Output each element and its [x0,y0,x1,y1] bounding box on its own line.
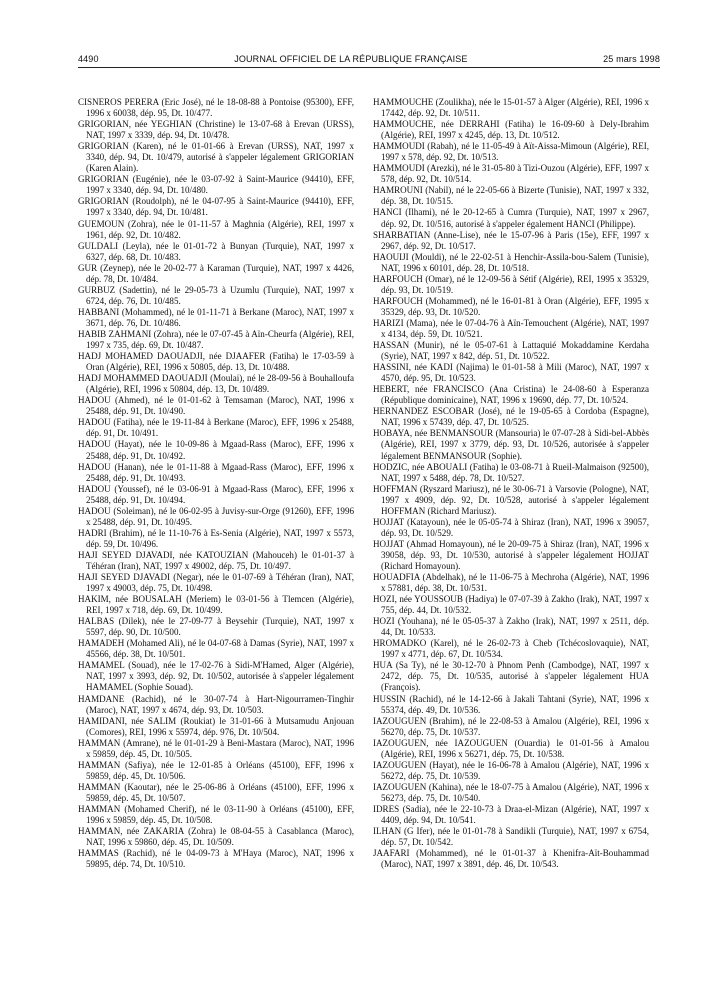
header-divider [78,67,660,68]
register-entry: HOZI, née YOUSSOUB (Hadiya) le 07-07-39 à Zakho (Irak), NAT, 1997 x 755, dép. 44, Dt. 10/532. [373,594,649,616]
register-entry: IAZOUGUEN (Hayat), née le 16-06-78 à Amalou (Algérie), NAT, 1996 x 56272, dép. 75, Dt. 10/539. [373,759,649,781]
register-entry: ILHAN (G Ifer), née le 01-01-78 à Sandikli (Turquie), NAT, 1997 x 6754, dép. 57, Dt. 10/542. [373,826,649,848]
register-entry: HAMDANE (Rachid), né le 30-07-74 à Hart-Nigourramen-Tinghir (Maroc), NAT, 1997 x 4674, dép. 93, Dt. 10/503. [78,693,354,715]
register-entry: HROMADKO (Karel), né le 26-02-73 à Cheb (Tchécoslovaquie), NAT, 1997 x 4771, dép. 67, Dt. 10/534. [373,638,649,660]
register-entry: HADJ MOHAMMED DAOUADJI (Moulai), né le 28-09-56 à Bouhalloufa (Algérie), REI, 1996 x 50804, dép. 13, Dt. 10/489. [78,373,354,395]
register-entry: SHARBATIAN (Anne-Lise), née le 15-07-96 à Paris (15e), EFF, 1997 x 2967, dép. 92, Dt. 10/517. [373,229,649,251]
register-entry: HADOU (Fatiha), née le 19-11-84 à Berkane (Maroc), EFF, 1996 x 25488, dép. 91, Dt. 10/491. [78,417,354,439]
register-entry: HARFOUCH (Mohammed), né le 16-01-81 à Oran (Algérie), EFF, 1995 x 35329, dép. 93, Dt. 10/520. [373,295,649,317]
register-entry: GRIGORIAN (Roudolph), né le 04-07-95 à Saint-Maurice (94410), EFF, 1997 x 3340, dép. 94, Dt. 10/481. [78,196,354,218]
register-entry: HAMMOUDI (Rabah), né le 11-05-49 à Aït-Aissa-Mimoun (Algérie), REI, 1997 x 578, dép. 92, Dt. 10/513. [373,141,649,163]
page-number: 4490 [78,54,99,64]
register-entry: HADRI (Brahim), né le 11-10-76 à Es-Senia (Algérie), NAT, 1997 x 5573, dép. 59, Dt. 10/496. [78,527,354,549]
register-entry: HAMMAS (Rachid), né le 04-09-73 à M'Haya (Maroc), NAT, 1996 x 59895, dép. 74, Dt. 10/510. [78,848,354,870]
register-entry: HOFFMAN (Ryszard Mariusz), né le 30-06-71 à Varsovie (Pologne), NAT, 1997 x 4909, dép. 92, Dt. 10/528, autorisé à s'appeler légalement HOFFMAN (Richard Mariusz). [373,483,649,516]
register-entry: HAMMAN, née ZAKARIA (Zohra) le 08-04-55 à Casablanca (Maroc), NAT, 1996 x 59860, dép. 45, Dt. 10/509. [78,826,354,848]
register-entry: HADJ MOHAMED DAOUADJI, née DJAAFER (Fatiha) le 17-03-59 à Oran (Algérie), REI, 1996 x 50805, dép. 13, Dt. 10/488. [78,351,354,373]
right-column [373,97,649,870]
register-entry: HAMMAN (Kaoutar), née le 25-06-86 à Orléans (45100), EFF, 1996 x 59859, dép. 45, Dt. 10/507. [78,781,354,803]
register-entry: HAMMOUDI (Arezki), né le 31-05-80 à Tizi-Ouzou (Algérie), EFF, 1997 x 578, dép. 92, Dt. 10/514. [373,163,649,185]
register-entry: HUA (Sa Ty), né le 30-12-70 à Phnom Penh (Cambodge), NAT, 1997 x 2472, dép. 75, Dt. 10/535, autorisé à s'appeler légalement HUA (François). [373,660,649,693]
register-entry: HODZIC, née ABOUALI (Fatiha) le 03-08-71 à Rueil-Malmaison (92500), NAT, 1997 x 5488, dép. 78, Dt. 10/527. [373,461,649,483]
register-entry: GURBUZ (Sadettin), né le 29-05-73 à Uzumlu (Turquie), NAT, 1997 x 6724, dép. 76, Dt. 10/485. [78,284,354,306]
register-entry: HOJJAT (Katayoun), née le 05-05-74 à Shiraz (Iran), NAT, 1996 x 39057, dép. 93, Dt. 10/529. [373,516,649,538]
register-entry: HAMMOUCHE, née DERRAHI (Fatiha) le 16-09-60 à Dely-Ibrahim (Algérie), REI, 1997 x 4245, dép. 13, Dt. 10/512. [373,119,649,141]
register-entry: HASSINI, née KADI (Najima) le 01-01-58 à Mili (Maroc), NAT, 1997 x 4570, dép. 95, Dt. 10/523. [373,362,649,384]
register-entry: IAZOUGUEN (Brahim), né le 22-08-53 à Amalou (Algérie), REI, 1996 x 56270, dép. 75, Dt. 10/537. [373,715,649,737]
register-entry: HAKIM, née BOUSALAH (Meriem) le 03-01-56 à Tlemcen (Algérie), REI, 1997 x 718, dép. 69, Dt. 10/499. [78,594,354,616]
register-entry: HASSAN (Munir), né le 05-07-61 à Lattaquié Mokaddamine Kerdaha (Syrie), NAT, 1997 x 842, dép. 51, Dt. 10/522. [373,340,649,362]
register-entry: HAMIDANI, née SALIM (Roukiat) le 31-01-66 à Mutsamudu Anjouan (Comores), REI, 1996 x 55974, dép. 976, Dt. 10/504. [78,715,354,737]
register-entry: HOUADFIA (Abdelhak), né le 11-06-75 à Mechroha (Algérie), NAT, 1996 x 57881, dép. 38, Dt. 10/531. [373,572,649,594]
register-entry: HAMMAN (Amrane), né le 01-01-29 à Beni-Mastara (Maroc), NAT, 1996 x 59859, dép. 45, Dt. 10/505. [78,737,354,759]
register-entry: GRIGORIAN (Karen), né le 01-01-66 à Erevan (URSS), NAT, 1997 x 3340, dép. 94, Dt. 10/479, autorisé à s'appeler légalement GRIGORIAN (Karen Alain). [78,141,354,174]
register-entry: HERNANDEZ ESCOBAR (José), né le 19-05-65 à Cordoba (Espagne), NAT, 1996 x 57439, dép. 47, Dt. 10/525. [373,406,649,428]
register-entry: HAOUIJI (Mouldi), né le 22-02-51 à Henchir-Assila-bou-Salem (Tunisie), NAT, 1996 x 60101, dép. 28, Dt. 10/518. [373,251,649,273]
register-entry: HAMADEH (Mohamed Ali), né le 04-07-68 à Damas (Syrie), NAT, 1997 x 45566, dép. 38, Dt. 10/501. [78,638,354,660]
page-header [78,52,660,66]
register-entry: CISNEROS PERERA (Eric José), né le 18-08-88 à Pontoise (95300), EFF, 1996 x 60038, dép. 95, Dt. 10/477. [78,97,354,119]
register-entry: HAMMOUCHE (Zoulikha), née le 15-01-57 à Alger (Algérie), REI, 1996 x 17442, dép. 92, Dt. 10/511. [373,97,649,119]
register-entry: HARIZI (Mama), née le 07-04-76 à Aïn-Temouchent (Algérie), NAT, 1997 x 4134, dép. 59, Dt. 10/521. [373,317,649,339]
register-entry: HADOU (Hayat), née le 10-09-86 à Mgaad-Rass (Maroc), EFF, 1996 x 25488, dép. 91, Dt. 10/492. [78,439,354,461]
register-entry: IAZOUGUEN, née IAZOUGUEN (Ouardia) le 01-01-56 à Amalou (Algérie), REI, 1996 x 56271, dép. 75, Dt. 10/538. [373,737,649,759]
register-entry: GRIGORIAN, née YEGHIAN (Christine) le 13-07-68 à Erevan (URSS), NAT, 1997 x 3339, dép. 94, Dt. 10/478. [78,119,354,141]
register-entry: HANCI (Ilhami), né le 20-12-65 à Cumra (Turquie), NAT, 1997 x 2967, dép. 92, Dt. 10/516, autorisé à s'appeler également HANCI (Philippe). [373,207,649,229]
register-entry: GULDALI (Leyla), née le 01-01-72 à Bunyan (Turquie), NAT, 1997 x 6327, dép. 68, Dt. 10/483. [78,240,354,262]
register-entry: GUEMOUN (Zohra), née le 01-11-57 à Maghnia (Algérie), REI, 1997 x 1961, dép. 92, Dt. 10/482. [78,218,354,240]
journal-title: JOURNAL OFFICIEL DE LA RÉPUBLIQUE FRANÇAISE [234,54,468,64]
register-entry: HADOU (Youssef), né le 03-06-91 à Mgaad-Rass (Maroc), EFF, 1996 x 25488, dép. 91, Dt. 10/494. [78,483,354,505]
register-entry: HEBERT, née FRANCISCO (Ana Cristina) le 24-08-60 à Esperanza (République dominicaine), NAT, 1996 x 19690, dép. 77, Dt. 10/524. [373,384,649,406]
register-entry: GUR (Zeynep), née le 20-02-77 à Karaman (Turquie), NAT, 1997 x 4426, dép. 78, Dt. 10/484. [78,262,354,284]
register-entry: HABBANI (Mohammed), né le 01-11-71 à Berkane (Maroc), NAT, 1997 x 3671, dép. 76, Dt. 10/486. [78,306,354,328]
publication-date: 25 mars 1998 [603,54,660,64]
register-entry: HAMMAN (Mohamed Cherif), né le 03-11-90 à Orléans (45100), EFF, 1996 x 59859, dép. 45, Dt. 10/508. [78,804,354,826]
register-entry: HABIB ZAHMANI (Zohra), née le 07-07-45 à Aïn-Cheurfa (Algérie), REI, 1997 x 735, dép. 69, Dt. 10/487. [78,328,354,351]
register-entry: HADOU (Soleiman), né le 06-02-95 à Juvisy-sur-Orge (91260), EFF, 1996 x 25488, dép. 91, Dt. 10/495. [78,505,354,527]
register-entry: HADOU (Ahmed), né le 01-01-62 à Temsaman (Maroc), NAT, 1996 x 25488, dép. 91, Dt. 10/490. [78,395,354,417]
register-entry: HALBAS (Dilek), née le 27-09-77 à Beysehir (Turquie), NAT, 1997 x 5597, dép. 90, Dt. 10/500. [78,616,354,638]
register-entry: HOZI (Youhana), né le 05-05-37 à Zakho (Irak), NAT, 1997 x 2511, dép. 44, Dt. 10/533. [373,616,649,638]
register-entry: HAJI SEYED DJAVADI, née KATOUZIAN (Mahouceh) le 01-01-37 à Téhéran (Iran), NAT, 1997 x 49002, dép. 75, Dt. 10/497. [78,549,354,571]
register-entry: HADOU (Hanan), née le 01-11-88 à Mgaad-Rass (Maroc), EFF, 1996 x 25488, dép. 91, Dt. 10/493. [78,461,354,483]
register-entry: HUSSIN (Rachid), né le 14-12-66 à Jakali Tahtani (Syrie), NAT, 1996 x 55374, dép. 49, Dt. 10/536. [373,693,649,715]
register-entry: HOBAYA, née BENMANSOUR (Mansouria) le 07-07-28 à Sidi-bel-Abbès (Algérie), REI, 1997 x 3779, dép. 93, Dt. 10/526, autorisée à s'appeler légalement BENMANSOUR (Sophie). [373,428,649,461]
register-entry: HAMROUNI (Nabil), né le 22-05-66 à Bizerte (Tunisie), NAT, 1997 x 332, dép. 38, Dt. 10/515. [373,185,649,207]
register-entry: HAMMAN (Safiya), née le 12-01-85 à Orléans (45100), EFF, 1996 x 59859, dép. 45, Dt. 10/506. [78,759,354,781]
left-column [78,97,354,870]
register-entry: IAZOUGUEN (Kahina), née le 18-07-75 à Amalou (Algérie), NAT, 1996 x 56273, dép. 75, Dt. 10/540. [373,781,649,803]
register-entry: HOJJAT (Ahmad Homayoun), né le 20-09-75 à Shiraz (Iran), NAT, 1996 x 39058, dép. 93, Dt. 10/530, autorisé à s'appeler légalement HOJJAT (Richard Homayoun). [373,538,649,571]
register-entry: JAAFARI (Mohammed), né le 01-01-37 à Khenifra-Aït-Bouhammad (Maroc), NAT, 1997 x 3891, dép. 46, Dt. 10/543. [373,848,649,870]
register-entry: IDRES (Sadia), née le 22-10-73 à Draa-el-Mizan (Algérie), NAT, 1997 x 4409, dép. 94, Dt. 10/541. [373,804,649,826]
register-entry: HARFOUCH (Omar), né le 12-09-56 à Sétif (Algérie), REI, 1995 x 35329, dép. 93, Dt. 10/519. [373,273,649,295]
register-entry: GRIGORIAN (Eugénie), née le 03-07-92 à Saint-Maurice (94410), EFF, 1997 x 3340, dép. 94, Dt. 10/480. [78,174,354,196]
register-entry: HAJI SEYED DJAVADI (Negar), née le 01-07-69 à Téhéran (Iran), NAT, 1997 x 49003, dép. 75, Dt. 10/498. [78,572,354,594]
register-entry: HAMAMEL (Souad), née le 17-02-76 à Sidi-M'Hamed, Alger (Algérie), NAT, 1997 x 3993, dép. 92, Dt. 10/502, autorisée à s'appeler légalement HAMAMEL (Sophie Souad). [78,660,354,693]
